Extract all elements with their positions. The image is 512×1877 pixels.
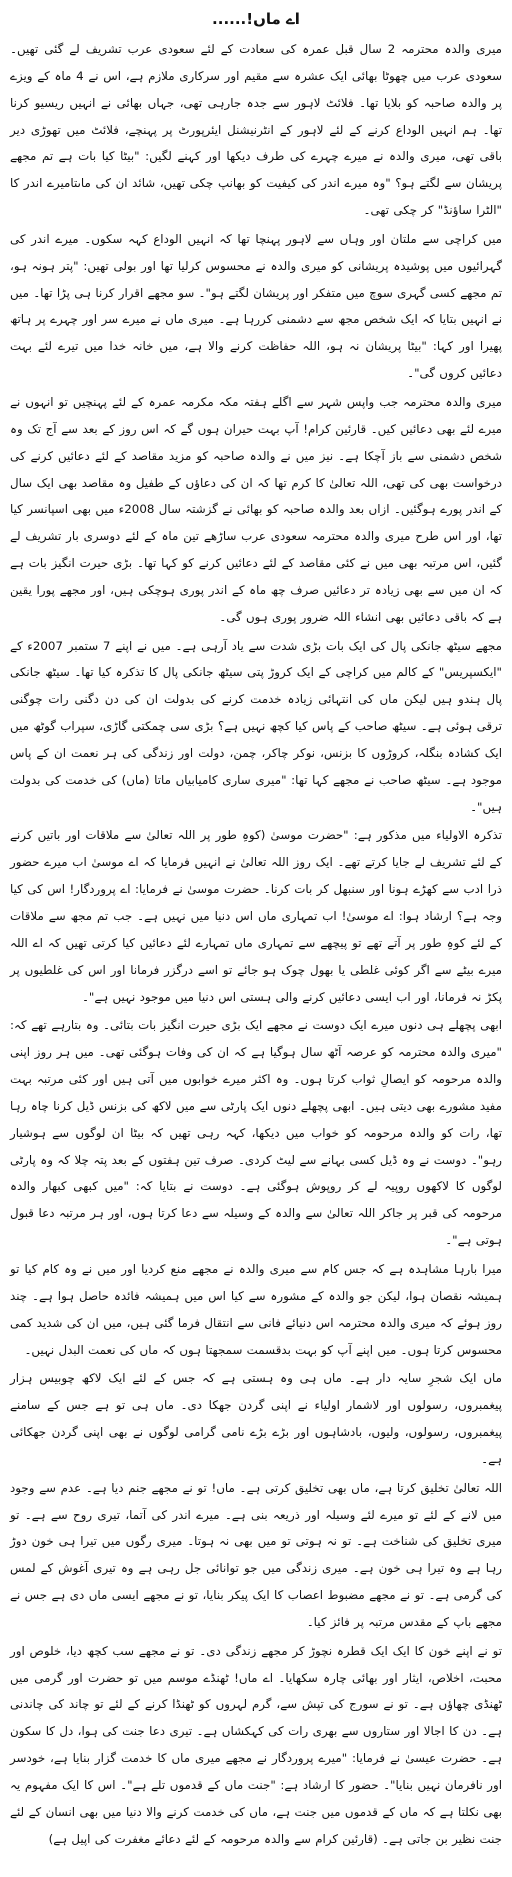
article-paragraph: ابھی پچھلے ہی دنوں میرے ایک دوست نے مجھے ایک بڑی حیرت انگیز بات بتائی۔ وہ بتارہے تھے کہ: "میری والدہ محترمہ کو عرصہ آٹھ سال ہوگیا ہے کہ ان کی وفات ہوگئی تھی۔ میں ہر روز اپنی والدہ مرحومہ کو ایصالِ ثواب کرتا ہوں۔ وہ اکثر میرے خوابوں میں آتی ہیں اور کئی مرتبہ بہت مفید مشورے بھی دیتی ہیں۔ ابھی پچھلے دنوں ایک پارٹی سے میں لاکھ کی بزنس ڈیل کرنا چاہ رہا تھا، رات کو والدہ مرحومہ کو خواب میں دیکھا، کہہ رہی تھیں کہ بیٹا ان لوگوں سے ہوشیار رہو"۔ دوست نے وہ ڈیل کسی بہانے سے لیٹ کردی۔ صرف تین ہفتوں کے بعد پتہ چلا کہ وہ پارٹی لوگوں کا لاکھوں روپیہ لے کر روپوش ہوگئی ہے۔ دوست نے بتایا کہ: "میں کبھی کبھار والدہ مرحومہ کی قبر پر جاکر اللہ تعالیٰ سے والدہ کے وسیلہ سے دعا کرتا ہوں، اور ہر مرتبہ دعا قبول ہوتی ہے"۔ <box>10 1018 502 1248</box>
article-paragraph: میں کراچی سے ملتان اور وہاں سے لاہور پہنچا تھا کہ انہیں الوداع کہہ سکوں۔ میرے اندر کی گہرائیوں میں پوشیدہ پریشانی کو میری والدہ نے محسوس کرلیا تھا اور بولی تھیں: "پتر ہونہ ہو، تم مجھے کسی گہری سوچ میں متفکر اور پریشان لگتے ہو"۔ سو مجھے اقرار کرنا ہی پڑا تھا۔ میں نے انہیں بتایا کہ ایک شخص مجھ سے دشمنی کررہا ہے۔ میری ماں نے میرے سر اور چہرے پر ہاتھ پھیرا اور کہا: "بیٹا پریشان نہ ہو، اللہ حفاظت کرنے والا ہے، میں خانہ خدا میں تیرے لئے بہت دعائیں کروں گی"۔ <box>10 231 502 381</box>
article-paragraph: تو نے اپنے خون کا ایک ایک قطرہ نچوڑ کر مجھے زندگی دی۔ تو نے مجھے سب کچھ دیا، خلوص اور محبت، اخلاص، ایثار اور بھائی چارہ سکھایا۔ اے ماں! ٹھنڈے موسم میں تو حضرت اور گرمی میں ٹھنڈی چھاؤں ہے۔ تو نے سورج کی تپش سے، گرم لہروں کو ٹھنڈا کرنے کے لئے تو چاند کی چاندنی ہے۔ دن کا اجالا اور ستاروں سے بھری رات کی کہکشاں ہے۔ تیری دعا جنت کی ہوا، دل کا سکون ہے۔ حضرت عیسیٰ نے فرمایا: "میرے پروردگار نے مجھے میری ماں کا خدمت گزار بنایا ہے، خودسر اور نافرمان نہیں بنایا"۔ حضور کا ارشاد ہے: "جنت ماں کے قدموں تلے ہے"۔ اس کا ایک مفہوم یہ بھی نکلتا ہے کہ ماں کے قدموں میں جنت ہے، ماں کی خدمت کرنے والا دنیا میں بھی انسان کے لئے جنت نظیر بن جاتی ہے۔ (قارئین کرام سے والدہ مرحومہ کے لئے دعائے مغفرت کی اپیل ہے) <box>10 1643 502 1846</box>
article-paragraph: میرا بارہا مشاہدہ ہے کہ جس کام سے میری والدہ نے مجھے منع کردیا اور میں نے وہ کام کیا تو ہمیشہ نقصان ہوا، لیکن جو والدہ کے مشورہ سے کیا اس میں ہمیشہ فائدہ حاصل ہوا ہے۔ چند روز ہوئے کہ میری والدہ محترمہ اس دنیائے فانی سے انتقال فرما گئی ہیں، میں ان کی شدید کمی محسوس کرتا ہوں۔ میں اپنے آپ کو بہت بدقسمت سمجھتا ہوں کہ ماں کی نعمت البدل نہیں۔ <box>10 1261 502 1357</box>
article-paragraph: اللہ تعالیٰ تخلیق کرتا ہے، ماں بھی تخلیق کرتی ہے۔ ماں! تو نے مجھے جنم دیا ہے۔ عدم سے وجود میں لانے کے لئے تو میرے لئے وسیلہ اور ذریعہ بنی ہے۔ میرے اندر کی آتما، تیری روح سے ہے۔ تو میری تخلیق کی شناخت ہے۔ تو نہ ہوتی تو میں بھی نہ ہوتا۔ میری رگوں میں تیرا ہی خون دوڑ رہا ہے وہ تیرا ہی خون ہے۔ میری زندگی میں جو توانائی جل رہی ہے وہ تیری آغوش کے لمس کی گرمی ہے۔ تو نے مجھے مضبوط اعصاب کا ایک پیکر بنایا، تو نے مجھے ایسی ماں دی ہے جس نے مجھے باپ کے مقدس مرتبہ پر فائز کیا۔ <box>10 1480 502 1629</box>
article-paragraph: تذکرہ الاولیاء میں مذکور ہے: "حضرت موسیٰ (کوہِ طور پر اللہ تعالیٰ سے ملاقات اور باتیں کرنے کے لئے تشریف لے جایا کرتے تھے۔ ایک روز اللہ تعالیٰ نے انہیں فرمایا کہ اے موسیٰ اب میرے حضور ذرا ادب سے کھڑے ہونا اور سنبھل کر بات کرنا۔ حضرت موسیٰ نے فرمایا: اے پروردگار! اس کی کیا وجہ ہے؟ ارشاد ہوا: اے موسیٰ! اب تمہاری ماں اس دنیا میں نہیں ہے۔ جب تم مجھ سے ملاقات کے لئے کوہِ طور پر آتے تھے تو پیچھے سے تمہاری ماں تمہارے لئے دعائیں کیا کرتی تھیں کہ اے اللہ میرے بیٹے سے اگر کوئی غلطی یا بھول چوک ہو جائے تو اسے درگزر فرمانا اور اس کی غلطیوں پر پکڑ نہ فرمانا، اور اب ایسی دعائیں کرنے والی ہستی اس دنیا میں موجود نہیں ہے"۔ <box>10 828 502 1004</box>
article-paragraph: میری والدہ محترمہ 2 سال قبل عمرہ کی سعادت کے لئے سعودی عرب تشریف لے گئی تھیں۔ سعودی عرب میں چھوٹا بھائی ایک عشرہ سے مقیم اور سرکاری ملازم ہے، اس نے 4 ماہ کے ویزے پر والدہ صاحبہ کو بلایا تھا۔ فلائٹ لاہور سے جدہ جارہی تھی، جہاں بھائی نے انہیں ریسیو کرنا تھا۔ ہم انہیں الوداع کرنے کے لئے لاہور کے انٹرنیشنل ایئرپورٹ پر پہنچے، فلائٹ میں تھوڑی دیر باقی تھی، میری والدہ نے میرے چہرے کی طرف دیکھا اور کہنے لگیں: "بیٹا کیا بات ہے تم مجھے پریشان سے لگتے ہو؟ "وہ میرے اندر کی کیفیت کو بھانپ چکی تھیں، شائد ان کی ماںتامیرے اندر کا "الٹرا ساؤنڈ" کر چکی تھی۔ <box>10 42 502 218</box>
article-paragraph: ماں ایک شجرِ سایہ دار ہے۔ ماں ہی وہ ہستی ہے کہ جس کے لئے ایک لاکھ چوبیس ہزار پیغمبروں، رسولوں اور لاشمار اولیاء نے اپنی گردن جھکا دی۔ ماں ہی تو ہے جس کے سامنے پیغمبروں، رسولوں، ولیوں، بادشاہوں اور بڑے بڑے نامی گرامی لوگوں نے بھی اپنی گردن جھکائی ہے۔ <box>10 1371 502 1466</box>
article-title: اے ماں!...... <box>212 10 300 28</box>
article-paragraph: میری والدہ محترمہ جب واپس شہر سے اگلے ہفتہ مکہ مکرمہ عمرہ کے لئے پہنچیں تو انہوں نے میرے لئے بھی دعائیں کیں۔ قارئین کرام! آپ بہت حیران ہوں گے کہ اس روز کے بعد سے آج تک وہ شخص دشمنی سے باز آچکا ہے۔ نیز میں نے والدہ صاحبہ کو مزید مقاصد کے لئے دعائیں کرنے کی درخواست بھی کی تھی، اللہ تعالیٰ کا کرم تھا کہ ان کی دعاؤں کے طفیل وہ مقاصد بھی ایک سال کے اندر پورے ہوگئیں۔ ازاں بعد والدہ صاحبہ کو بھائی نے گزشتہ سال 2008ء میں بھی اسپانسر کیا تھا، اور اس طرح میری والدہ محترمہ سعودی عرب ساڑھے تین ماہ کے لئے دوسری بار تشریف لے گئیں، اس مرتبہ بھی میں نے کئی مقاصد کے لئے دعائیں کرنے کو کہا تھا۔ بڑی حیرت انگیز بات ہے کہ ان میں سے بھی زیادہ تر دعائیں صرف چھ ماہ کے اندر پوری ہوچکی ہیں، اور مجھے پورا یقین ہے کہ باقی دعائیں بھی انشاء اللہ ضرور پوری ہوں گی۔ <box>10 394 502 624</box>
article-body <box>10 36 502 1853</box>
article-paragraph: مجھے سیٹھ جانکی پال کی ایک بات بڑی شدت سے یاد آرہی ہے۔ میں نے اپنے 7 ستمبر 2007ء کے "ایکسپریس" کے کالم میں کراچی کے ایک کروڑ پتی سیٹھ جانکی پال کا تذکرہ کیا تھا۔ سیٹھ جانکی پال ہندو ہیں لیکن ماں کی انتہائی زیادہ خدمت کرنے کی بدولت ان کی دن دگنی رات چوگنی ترقی ہوئی ہے۔ سیٹھ صاحب کے پاس کیا کچھ نہیں ہے؟ بڑی سی چمکتی گاڑی، سپراب گوٹھ میں ایک کشادہ بنگلہ، کروڑوں کا بزنس، نوکر چاکر، چمن، دولت اور زندگی کی ہر نعمت ان کے پاس موجود ہے۔ سیٹھ صاحب نے مجھے کہا تھا: "میری ساری کامیابیاں ماتا (ماں) کی خدمت کی بدولت ہیں"۔ <box>10 638 502 814</box>
